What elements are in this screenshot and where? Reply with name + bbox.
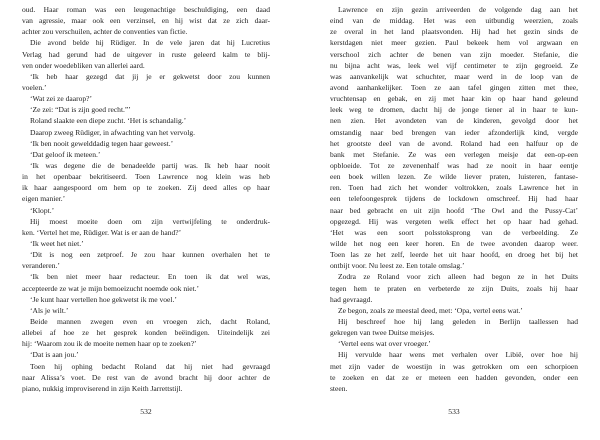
text-line: steen. [330,383,348,393]
text-line: kerstdagen niet meer gezien. Paul bekeek hem vol argwaan en [330,38,578,48]
text-line: ‘Vertel eens wat over vroeger.’ [338,339,431,349]
text-line: verschool zich achter de benen van zijn moeder. Stefanie, die [330,49,578,59]
text-line: in het openbaar bekritiseerd. Toen Lawrence nog klein was heb [22,172,270,182]
text-line: Die avond belde hij Rüdiger. In de vele jaren dat hij Lucretius [30,38,270,48]
text-line: nu bijna acht was, leek wel vijf centimeter te zijn gegroeid. Ze [330,60,578,70]
text-line: naar bed gebracht en uit zijn hoofd ‘The Owl and the Pussy-Cat’ [330,205,578,215]
text-line: Toen hij ophing bedacht Roland dat hij niet had gevraagd [30,361,270,371]
text-line: ven onder woedebliken van allerlei aard. [22,60,145,70]
text-line: ren. Toen had zich het wonder voltrokken, zoals Lawrence het in [330,183,578,193]
text-line: ‘Dit is nog een zetproef. Je zou haar kunnen overhalen het te [30,250,270,260]
text-line: eigen manier.’ [22,194,66,204]
text-line: Hij vervulde haar wens met verhalen over Libië, over hoe hij [338,350,578,360]
text-line: ‘Het was een soort polsstoksprong van de verbeelding. Ze [330,227,578,237]
text-line: Toen las ze het zelf, leerde het uit haar hoofd, en droeg het bij het [330,250,578,260]
left-page-number: 532 [140,407,152,416]
text-line: Daarop zweeg Rüdiger, in afwachting van het vervolg. [30,127,196,137]
text-line: ontbijt voor. Nu leest ze. Een totale omslag.’ [330,261,465,271]
text-line: ‘Klopt.’ [30,205,55,215]
text-line: ‘Ik ben nooit gewelddadig tegen haar geweest.’ [30,138,174,148]
text-line: nen zien. Het avondeten van de kinderen, gevolgd door het [330,116,578,126]
text-line: vruchtensap en gebak, en zij met haar kin op haar hand geleund [330,94,578,104]
text-line: ‘Ik heb haar gezegd dat jij je er gekwetst door zou kunnen [30,71,270,81]
text-line: ‘Ik ben niet meer haar redacteur. En toen ik dat wel was, [30,272,270,282]
text-line: veranderen.’ [22,261,60,271]
text-line: Lawrence en zijn gezin arriveerden de volgende dag aan het [338,5,578,14]
text-line: oud. Haar roman was een leugenachtige beschuldiging, een daad [22,5,270,14]
text-line: ‘Ik was degene die de benadeelde partij was. Ik heb haar nooit [30,160,270,170]
text-line: omstandig naar bed brengen van ieder afzonderlijk kind, vergde [330,127,578,137]
text-line: het grootste deel van de avond. Roland had een halfuur op de [330,138,578,148]
text-line: hij: ‘Waarom zou ik de moeite nemen haar op te zoeken?’ [22,339,197,349]
text-line: voelen.’ [22,82,47,92]
text-line: te zoeken en dat ze er meteen een hadden gevonden, onder een [330,372,578,382]
text-line: ‘Wat zei ze daarop?’ [30,94,93,104]
text-line: ‘Als je wilt.’ [30,305,69,315]
text-line: bank met Stefanie. Ze was een verlegen meisje dat een-op-een [330,149,578,159]
text-line: Zodra ze Roland voor zich alleen had begon ze in het Duits [338,272,578,282]
right-page-number: 533 [448,407,460,416]
text-line: eind van de middag. Het was een uitbundig weerzien, zoals [330,16,578,26]
text-line: met zijn vader de woestijn in was getrokken om een schorpioen [330,361,578,371]
text-line: accepteerde ze wat je mijn bemoeizucht noemde ook niet.’ [22,283,200,293]
text-line: ‘Dat is aan jou.’ [30,350,79,360]
text-line: Roland slaakte een diepe zucht. ‘Het is schandalig.’ [30,116,187,126]
text-line: wilde het nog een keer horen. En de twee avonden daarop weer. [330,238,578,248]
text-line: ‘Ik weet het niet.’ [30,238,84,248]
text-line: ik haar aangespoord om hem op te zoeken. Zij deed alles op haar [22,183,270,193]
text-line: ‘Je kunt haar vertellen hoe gekwetst ik me voel.’ [30,294,177,304]
text-line: Ze begon, zoals ze meestal deed, met: ‘Opa, vertel eens wat.’ [338,305,523,315]
text-line: Beide mannen zwegen even en vroegen zich, dacht Roland, [30,316,270,326]
text-line: opgezegd. Hij was vergeten welk effect het op haar had gehad. [330,216,578,226]
text-line: Verlag had gerund had de uitgever in ruste geleerd kalm te blij- [22,49,270,59]
text-line: ze overal in het land plaatsvonden. Hij had het gezin sinds de [330,27,578,37]
text-line: Hij beschreef hoe hij lang geleden in Berlijn taallessen had [338,316,578,326]
text-line: tegen hem te praten en verbeterde ze zijn Duits, zoals hij haar [330,283,578,293]
text-line: piano, nukkig improviserend in zijn Keith Jarrettstijl. [22,383,183,393]
text-line: van agressie, maar ook een verzinsel, en hij wist dat ze zich daar- [22,16,270,26]
text-line: allebei af hoe ze het gesprek konden beëindigen. Uiteindelijk zei [22,328,270,338]
text-line: achter zou verschuilen, achter de conventies van fictie. [22,27,188,37]
text-line: ‘Dat geloof ik meteen.’ [30,149,101,159]
text-line: Hij moest moeite doen om zijn vertwijfeling te onderdruk- [30,216,270,226]
text-line: was aanvankelijk wat schuchter, maar werd in de loop van de [330,71,578,81]
text-line: ‘Ze zei: “Dat is zijn goed recht.”’ [30,105,131,115]
text-line: een telefoongesprek tijdens de lockdown omschreef. Hij had haar [330,194,578,204]
text-line: leek weg te dromen, dacht hij de jonge tiener al in haar te kun- [330,105,578,115]
right-page-text [330,4,578,394]
text-line: ken. ‘Vertel het me, Rüdiger. Wat is er aan de hand?’ [22,227,182,237]
text-line: een boek willen lezen. Ze wilde liever praten, luisteren, fantase- [330,172,578,182]
text-line: had gevraagd. [330,294,373,304]
left-page-text [22,4,270,394]
text-line: gekregen van twee Duitse meisjes. [330,328,435,338]
text-line: opbloeide. Tot ze zevenenhalf was had ze nooit in haar eentje [330,160,578,170]
text-line: naar Alissa’s voet. De rest van de avond bracht hij door achter de [22,372,270,382]
text-line: avond aanhankelijker. Toen ze aan tafel gingen zitten met thee, [330,82,578,92]
